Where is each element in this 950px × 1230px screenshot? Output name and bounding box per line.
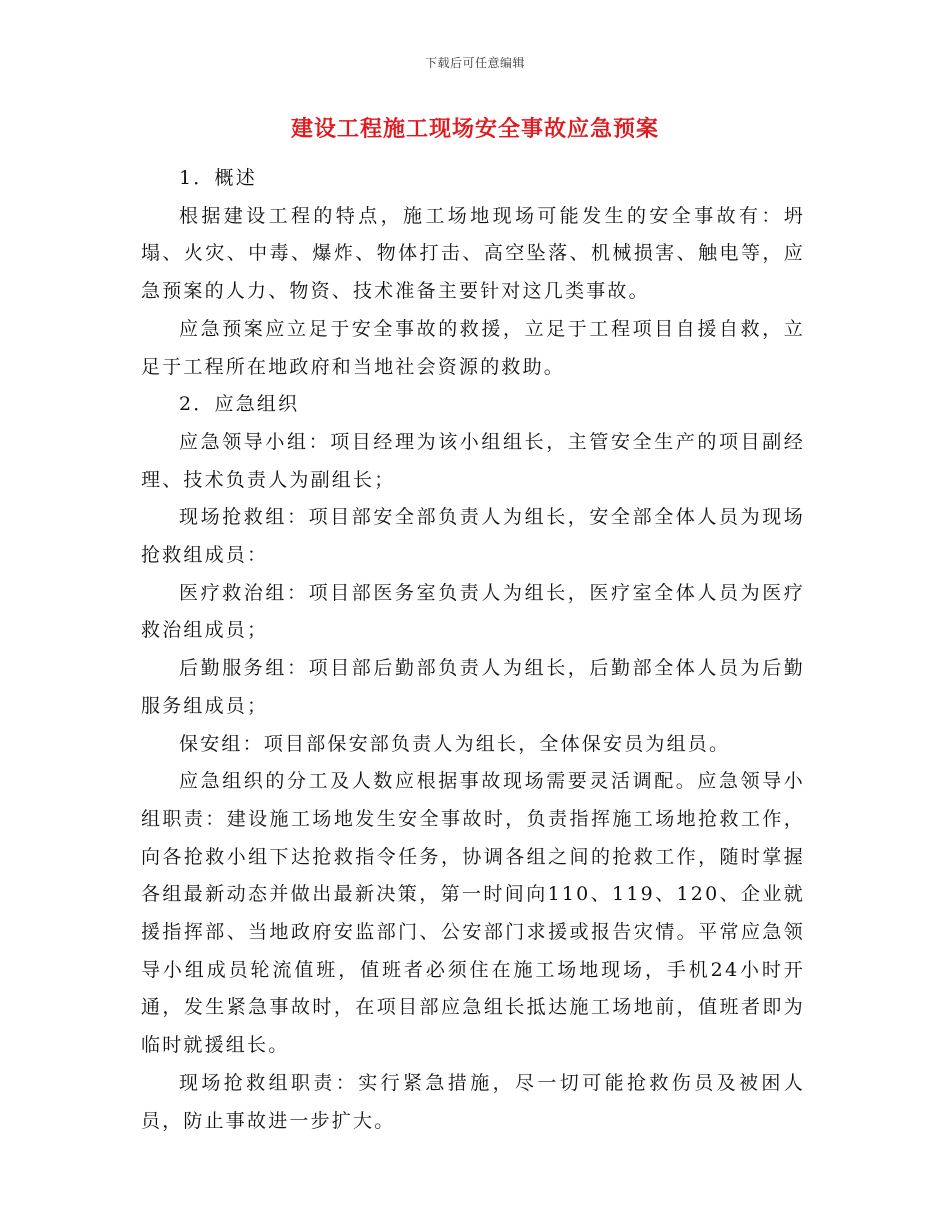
paragraph-medical-group: 医疗救治组：项目部医务室负责人为组长，医疗室全体人员为医疗救治组成员； bbox=[141, 581, 805, 642]
paragraph-rescue-duties: 现场抢救组职责：实行紧急措施，尽一切可能抢救伤员及被困人员，防止事故进一步扩大。 bbox=[141, 1071, 805, 1132]
paragraph-leadership-duties: 应急组织的分工及人数应根据事故现场需要灵活调配。应急领导小组职责：建设施工场地发生安全事故时，负责指挥施工场地抢救工作，向各抢救小组下达抢救指令任务，协调各组之间的抢救工作，随时掌握各组最新动态并做出最新决策，第一时间向110、119、120、企业就援指挥部、当地政府安监部门、公安部门求援或报告灾情。平常应急领导小组成员轮流值班，值班者必须住在施工场地现场，手机24小时开通，发生紧急事故时，在项目部应急组长抵达施工场地前，值班者即为临时就援组长。 bbox=[141, 770, 805, 1057]
paragraph-accident-types: 根据建设工程的特点，施工场地现场可能发生的安全事故有：坍塌、火灾、中毒、爆炸、物体打击、高空坠落、机械损害、触电等，应急预案的人力、物资、技术准备主要针对这几类事故。 bbox=[141, 204, 805, 303]
paragraph-logistics-group: 后勤服务组：项目部后勤部负责人为组长，后勤部全体人员为后勤服务组成员； bbox=[141, 657, 805, 717]
paragraph-security-group: 保安组：项目部保安部负责人为组长，全体保安员为组员。 bbox=[179, 732, 731, 755]
document-title: 建设工程施工现场安全事故应急预案 bbox=[290, 116, 659, 142]
section-heading-organization: 2．应急组织 bbox=[179, 393, 300, 416]
paragraph-plan-basis: 应急预案应立足于安全事故的救援，立足于工程项目自援自救，立足于工程所在地政府和当地社会资源的救助。 bbox=[141, 317, 805, 378]
section-heading-overview: 1．概述 bbox=[179, 167, 257, 189]
header-note: 下载后可任意编辑 bbox=[424, 56, 525, 70]
document-body bbox=[141, 160, 805, 1140]
paragraph-leadership-group: 应急领导小组：项目经理为该小组组长，主管安全生产的项目副经理、技术负责人为副组长； bbox=[141, 430, 805, 491]
paragraph-rescue-group: 现场抢救组：项目部安全部负责人为组长，安全部全体人员为现场抢救组成员： bbox=[141, 506, 805, 567]
